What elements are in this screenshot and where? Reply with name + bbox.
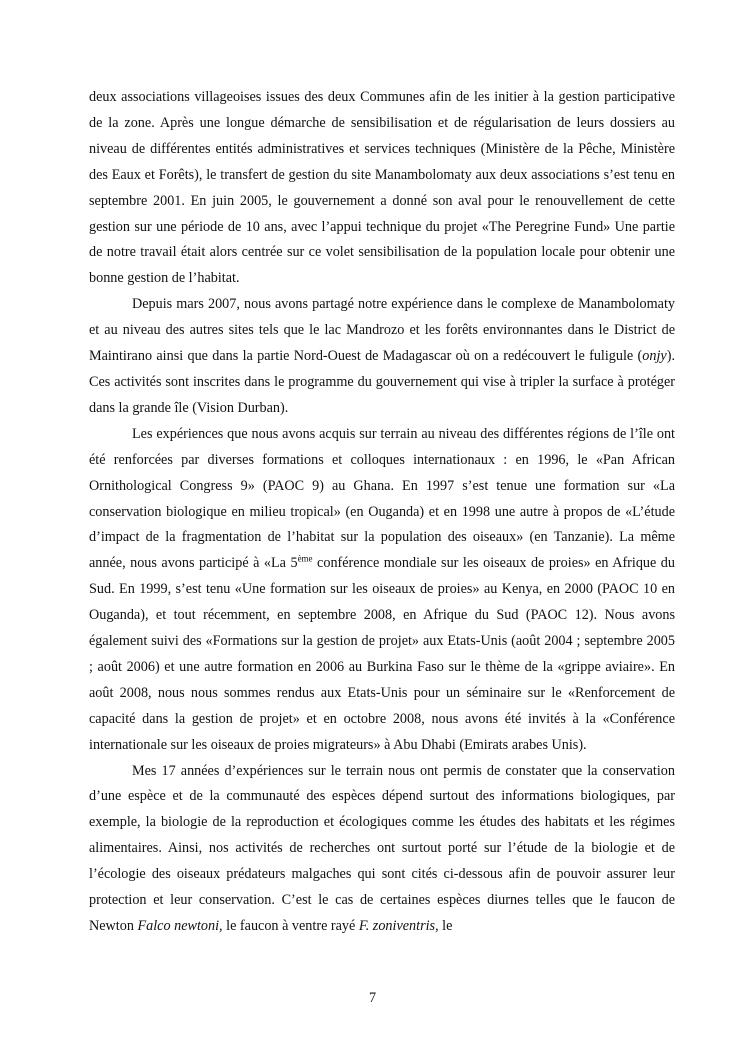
paragraph-4-text-b: , le faucon à ventre rayé [219, 918, 359, 934]
paragraph-4-italic-species-2: F. zoniventris [358, 918, 436, 934]
paragraph-4-italic-species-1: Falco newtoni [137, 918, 220, 934]
paragraph-3-superscript: ème [297, 553, 313, 564]
paragraph-3 [89, 422, 675, 759]
paragraph-1: deux associations villageoises issues des deux Communes afin de les initier à la gestion participative de la zone. Après une longue démarche de sensibilisation et de régularisation de leurs dossiers au niveau de différentes entités administratives et services techniques (Ministère de la Pêche, Ministère des Eaux et Forêts), le transfert de gestion du site Manambolomaty aux deux associations s’est tenu en septembre 2001. En juin 2005, le gouvernement a donné son aval pour le renouvellement de cette gestion sur une période de 10 ans, avec l’appui technique du projet «The Peregrine Fund» Une partie de notre travail était alors centrée sur ce volet sensibilisation de la population locale pour obtenir une bonne gestion de l’habitat. [89, 89, 675, 287]
paragraph-2-italic: onjy [642, 348, 667, 365]
paragraph-4 [89, 759, 675, 940]
document-body [89, 85, 675, 940]
paragraph-4-text-a: Mes 17 années d’expériences sur le terrain nous ont permis de constater que la conservation d’une espèce et de la communauté des espèces dépend surtout des informations biologiques, par exemple, la biologie de la reproduction et écologiques comme les études des habitats et les régimes alimentaires. Ainsi, nos activités de recherches ont surtout porté sur l’étude de la biologie et de l’écologie des oiseaux prédateurs malgaches qui sont cités ci-dessous afin de pouvoir assurer leur protection et leur conservation. C’est le cas de certaines espèces diurnes telles que le faucon de Newton [89, 762, 675, 934]
paragraph-3-text-a: Les expériences que nous avons acquis sur terrain au niveau des différentes régions de l’île ont été renforcées par diverses formations et colloques internationaux : en 1996, le «Pan African Ornithological Congress 9» (PAOC 9) au Ghana. En 1997 s’est tenue une formation sur «La conservation biologique en milieu tropical» (en Ouganda) et en 1998 une autre à propos de «L’étude d’impact de la fragmentation de l’habitat sur la population des oiseaux» (en Tanzanie). La même année, nous avons participé à «La 5 [89, 425, 675, 572]
paragraph-2-text-a: Depuis mars 2007, nous avons partagé notre expérience dans le complexe de Manambolomaty et au niveau des autres sites tels que le lac Mandrozo et les forêts environnantes dans le District de Maintirano ainsi que dans la partie Nord-Ouest de Madagascar où on a redécouvert le fuligule ( [89, 296, 675, 365]
paragraph-4-text-c: , le [435, 918, 453, 934]
page-number: 7 [368, 990, 377, 1006]
paragraph-2-text-b: ). Ces activités sont inscrites dans le programme du gouvernement qui vise à tripler la surface à protéger dans la grande île (Vision Durban). [89, 348, 675, 416]
paragraph-3-text-b: conférence mondiale sur les oiseaux de proies» en Afrique du Sud. En 1999, s’est tenu «Une formation sur les oiseaux de proies» au Kenya, en 2000 (PAOC 10 en Ouganda), et tout récemment, en septembre 2008, en Afrique du Sud (PAOC 12). Nous avons également suivi des «Formations sur la gestion de projet» aux Etats-Unis (août 2004 ; septembre 2005 ; août 2006) et une autre formation en 2006 au Burkina Faso sur le thème de la «grippe aviaire». En août 2008, nous nous sommes rendus aux Etats-Unis pour un séminaire sur le «Renforcement de capacité dans la gestion de projet» et en octobre 2008, nous avons été invités à la «Conférence internationale sur les oiseaux de proies migrateurs» à Abu Dhabi (Emirats arabes Unis). [89, 555, 675, 753]
paragraph-2 [89, 292, 675, 422]
